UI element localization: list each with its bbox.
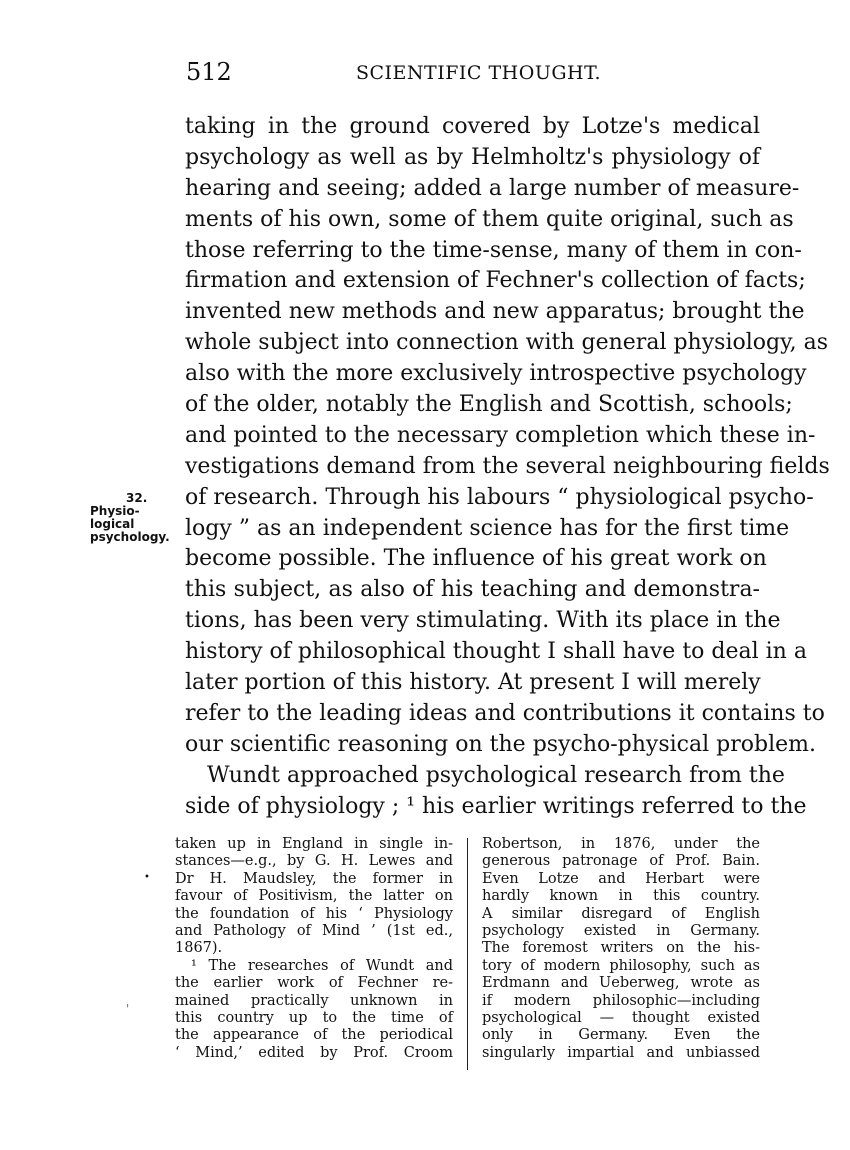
margin-note-line: logical — [90, 517, 135, 531]
footnote-line: this country up to the time of — [175, 1009, 453, 1026]
page-header — [0, 58, 850, 88]
margin-note-number: 32. — [126, 491, 148, 505]
text-line: this subject, as also of his teaching and demonstra- — [185, 577, 760, 603]
footnote-line: the appearance of the periodical — [175, 1027, 453, 1044]
bullet-mark: • — [144, 872, 150, 883]
footnote-column-left — [175, 836, 453, 1062]
footnote-line: psychological — thought existed — [482, 1009, 760, 1026]
text-line: ments of his own, some of them quite original, such as — [185, 206, 794, 232]
margin-note-line: psychology. — [90, 530, 170, 544]
footnote-line: tory of modern philosophy, such as — [482, 957, 760, 974]
text-line: later portion of this history. At present I will merely — [185, 670, 761, 696]
footnote-line: Dr H. Maudsley, the former in — [175, 870, 453, 887]
footnote-line: the foundation of his ‘ Physiology — [175, 905, 453, 922]
text-line: tions, has been very stimulating. With its place in the — [185, 608, 781, 634]
footnote-line: if modern philosophic—including — [482, 992, 760, 1009]
footnote-line: the earlier work of Fechner re- — [175, 975, 453, 992]
text-line: invented new methods and new apparatus; brought the — [185, 299, 805, 325]
text-line: of research. Through his labours “ physiological psycho- — [185, 484, 814, 510]
footnote-line: psychology existed in Germany. — [482, 922, 760, 939]
footnote-line: only in Germany. Even the — [482, 1027, 760, 1044]
text-line: also with the more exclusively introspective psychology — [185, 361, 807, 387]
footnote-line: singularly impartial and unbiassed — [482, 1044, 760, 1061]
footnote-line: A similar disregard of English — [482, 905, 760, 922]
footnotes — [175, 836, 760, 1076]
running-head: SCIENTIFIC THOUGHT. — [356, 62, 601, 84]
footnote-line: taken up in England in single in- — [175, 836, 453, 852]
margin-note — [90, 492, 185, 544]
footnote-line: ‘ Mind,’ edited by Prof. Croom — [175, 1044, 453, 1061]
text-line: side of physiology ; ¹ his earlier writings referred to the — [185, 793, 807, 819]
text-line: our scientific reasoning on the psycho-physical problem. — [185, 731, 816, 757]
margin-note-line: Physio- — [90, 504, 140, 518]
footnote-line: stances—e.g., by G. H. Lewes and — [175, 853, 453, 870]
footnote-line: Even Lotze and Herbart were — [482, 870, 760, 887]
text-line: refer to the leading ideas and contributions it contains to — [185, 700, 825, 726]
text-line: taking in the ground covered by Lotze's medical — [185, 114, 760, 139]
footnote-column-right — [482, 836, 760, 1062]
text-line: whole subject into connection with general physiology, as — [185, 330, 828, 356]
footnote-line: Robertson, in 1876, under the — [482, 836, 760, 852]
text-line: firmation and extension of Fechner's collection of facts; — [185, 268, 806, 294]
footnote-line: generous patronage of Prof. Bain. — [482, 853, 760, 870]
text-line: vestigations demand from the several neighbouring fields — [185, 453, 830, 479]
footnote-line: and Pathology of Mind ’ (1st ed., — [175, 922, 453, 939]
text-line: Wundt approached psychological research from the — [207, 762, 785, 788]
margin-mark: ' — [126, 1002, 130, 1016]
text-line: history of philosophical thought I shall have to deal in a — [185, 639, 807, 665]
footnote-line: favour of Positivism, the latter on — [175, 888, 453, 905]
footnote-line: Erdmann and Ueberweg, wrote as — [482, 975, 760, 992]
text-line: and pointed to the necessary completion which these in- — [185, 422, 816, 448]
footnote-line: mained practically unknown in — [175, 992, 453, 1009]
text-line: those referring to the time-sense, many of them in con- — [185, 237, 802, 263]
text-line: become possible. The influence of his great work on — [185, 546, 767, 572]
footnote-line: ¹ The researches of Wundt and — [191, 957, 453, 974]
text-line: hearing and seeing; added a large number of measure- — [185, 175, 800, 201]
text-line: psychology as well as by Helmholtz's physiology of — [185, 144, 760, 170]
page-number: 512 — [186, 58, 232, 86]
footnote-line: hardly known in this country. — [482, 888, 760, 905]
text-line: logy ” as an independent science has for the first time — [185, 515, 790, 541]
column-divider — [467, 838, 468, 1070]
footnote-line: The foremost writers on the his- — [482, 940, 760, 957]
text-line: of the older, notably the English and Scottish, schools; — [185, 392, 793, 418]
footnote-line: 1867). — [175, 940, 223, 957]
main-text — [185, 112, 830, 822]
